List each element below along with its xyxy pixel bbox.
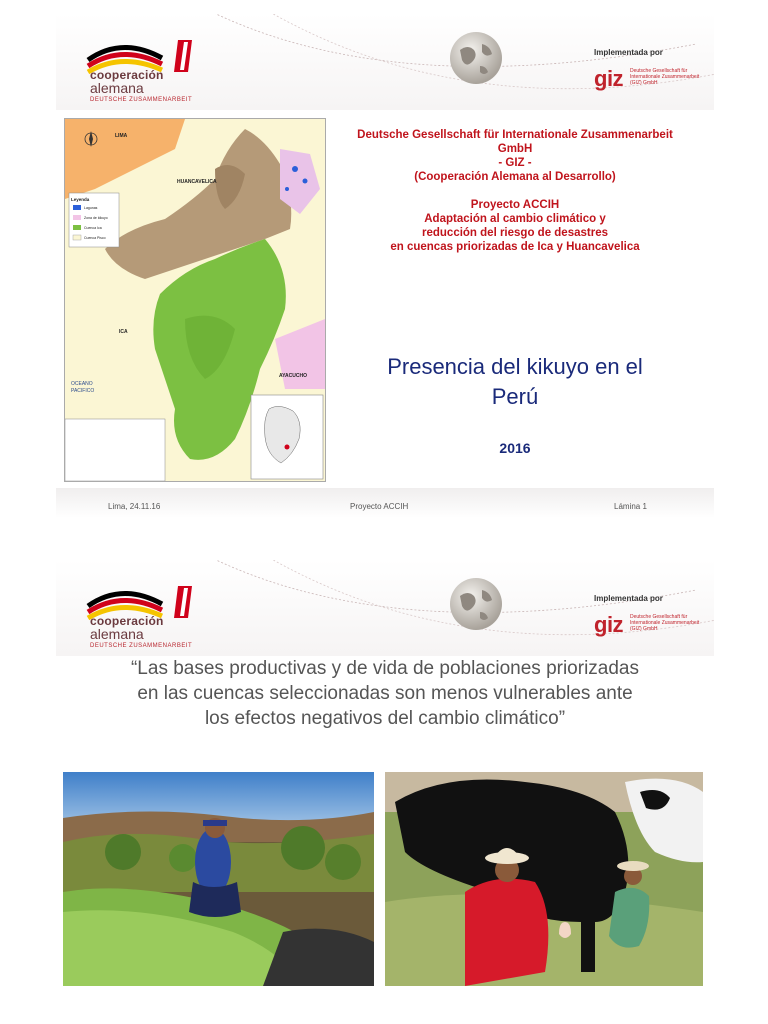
footer-slide-number: Lámina 1 [614,502,647,511]
giz-fullname: Deutsche Gesellschaft für Internationale Zusammenarbeit (GIZ) GmbH [630,614,700,632]
organization-title-block [340,128,690,254]
map-legend-item: Lagunas [84,206,98,210]
photo-farmer-harvest [63,772,374,986]
project-line: en cuencas priorizadas de Ica y Huancavelica [390,241,640,253]
kikuyo-map [64,118,326,482]
title-line: Perú [491,384,539,409]
photo-woman-milking-cow [385,772,703,986]
map-label-huancavelica: HUANCAVELICA [177,179,217,185]
presentation-title [340,352,690,412]
org-line: - GIZ - [498,157,532,169]
implementada-por-label: Implementada por [594,48,663,57]
org-line: GmbH [497,143,533,155]
quote-text [56,656,714,731]
slide-header [56,14,714,110]
slide-1 [56,14,714,520]
logo-text-deutsche: DEUTSCHE ZUSAMMENARBEIT [90,97,193,103]
farmer-harvest-image [63,772,374,986]
org-line: Deutsche Gesellschaft für Internationale Zusammenarbeit [357,129,673,141]
footer-project: Proyecto ACCIH [350,502,409,511]
project-line: Proyecto ACCIH [470,199,560,211]
presentation-year: 2016 [499,440,531,456]
map-drawing [65,119,325,481]
map-label-ayacucho: AYACUCHO [279,373,307,379]
slide-2 [56,560,714,1000]
logo-text-cooperacion: cooperación [90,614,164,628]
footer-date: Lima, 24.11.16 [108,502,161,511]
slide-footer [56,488,714,518]
logo-text-cooperacion: cooperación [90,68,164,82]
quote-line: los efectos negativos del cambio climático” [204,708,566,729]
logo-text-alemana: alemana [90,626,144,642]
org-line: (Cooperación Alemana al Desarrollo) [414,171,616,183]
map-legend-item: Cuenca Pisco [84,236,106,240]
map-label-lima: LIMA [115,133,128,139]
giz-fullname: Deutsche Gesellschaft für Internationale Zusammenarbeit (GIZ) GmbH [630,68,700,86]
map-legend-item: Zona de kikuyo [84,216,108,220]
map-label-ica: ICA [119,329,128,335]
giz-logo: giz [594,612,624,637]
project-line: Adaptación al cambio climático y [424,213,606,225]
title-line: Presencia del kikuyo en el [387,354,643,379]
implementada-por-label: Implementada por [594,594,663,603]
quote-line: “Las bases productivas y de vida de poblaciones priorizadas [130,658,640,679]
milking-cow-image [385,772,703,986]
giz-logo: giz [594,66,624,91]
slide-header [56,560,714,656]
quote-line: en las cuencas seleccionadas son menos vulnerables ante [137,683,633,704]
project-line: reducción del riesgo de desastres [422,227,608,239]
map-label-pacific: PACIFICO [71,388,95,394]
map-label-ocean: OCEANO [71,381,93,387]
globe-icon [446,574,506,634]
logo-text-alemana: alemana [90,80,144,96]
map-legend-item: Cuenca Ica [84,226,102,230]
map-legend-title: Leyenda [71,197,90,202]
logo-text-deutsche: DEUTSCHE ZUSAMMENARBEIT [90,643,193,649]
globe-icon [446,28,506,88]
